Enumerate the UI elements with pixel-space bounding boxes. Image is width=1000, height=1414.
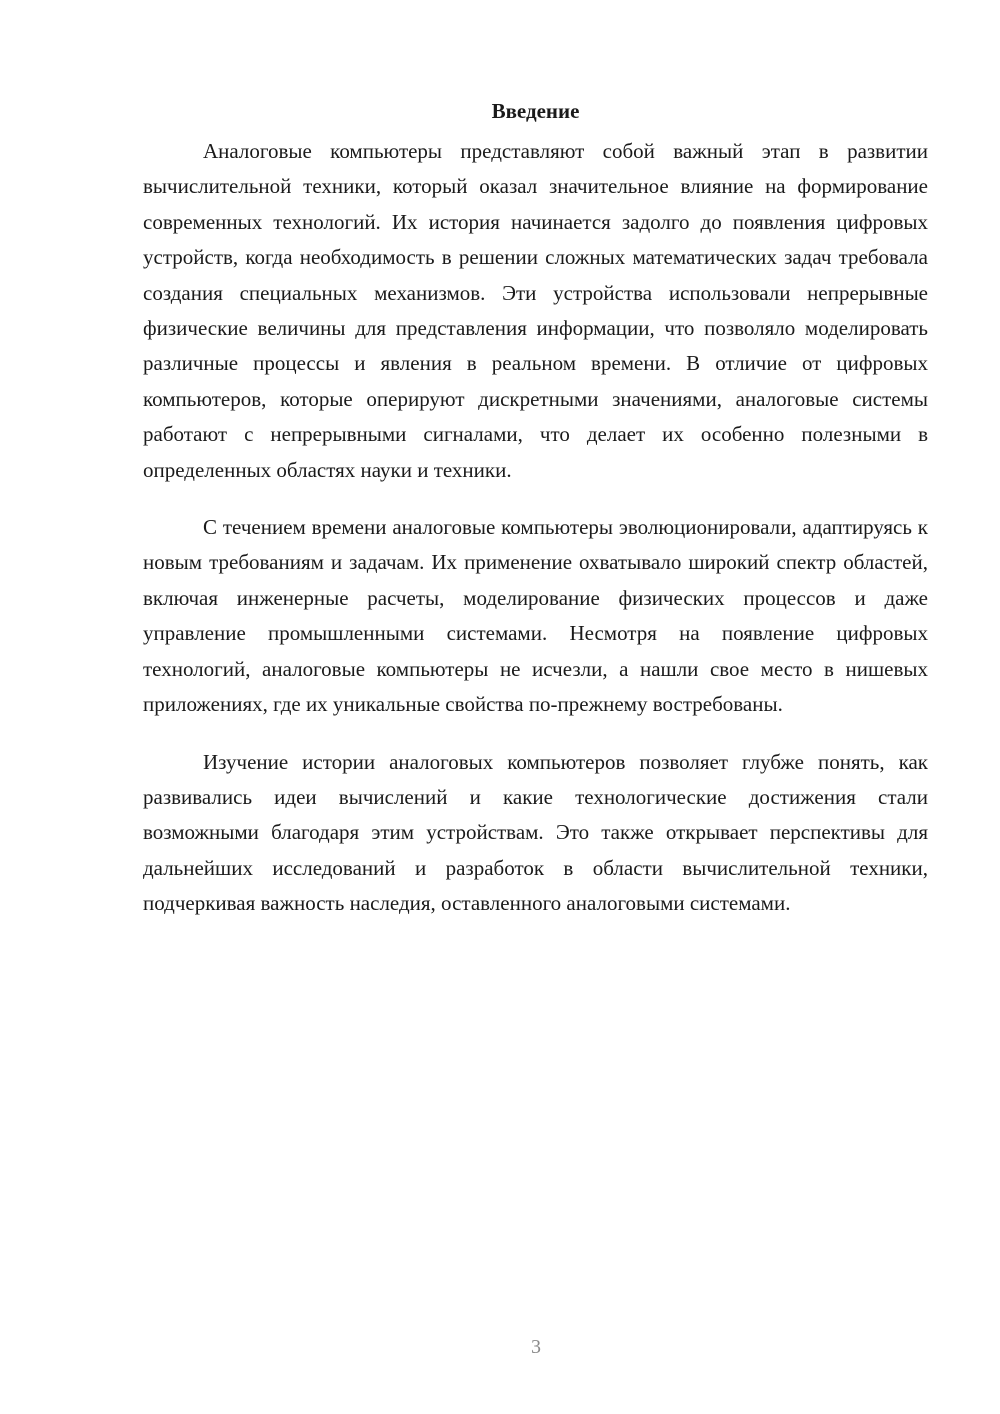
paragraph-3: Изучение истории аналоговых компьютеров позволяет глубже понять, как развивались идеи вычислений и какие технологические достижения стали возможными благодаря этим устройствам. Это также открывает перспективы для дальнейших исследований и разработок в области вычислительной техники, подчеркивая важность наследия, оставленного аналоговыми системами. [143,749,928,916]
document-body [143,94,928,944]
page-number: 3 [531,1336,541,1358]
paragraph-2: С течением времени аналоговые компьютеры эволюционировали, адаптируясь к новым требованиям и задачам. Их применение охватывало широкий спектр областей, включая инженерные расчеты, моделирование физических процессов и даже управление промышленными системами. Несмотря на появление цифровых технологий, аналоговые компьютеры не исчезли, а нашли свое место в нишевых приложениях, где их уникальные свойства по-прежнему востребованы. [143,515,928,717]
section-title: Введение [491,99,580,123]
paragraph-1: Аналоговые компьютеры представляют собой важный этап в развитии вычислительной техники, который оказал значительное влияние на формирование современных технологий. Их история начинается задолго до появления цифровых устройств, когда необходимость в решении сложных математических задач требовала создания специальных механизмов. Эти устройства использовали непрерывные физические величины для представления информации, что позволяло моделировать различные процессы и явления в реальном времени. В отличие от цифровых компьютеров, которые оперируют дискретными значениями, аналоговые системы работают с непрерывными сигналами, что делает их особенно полезными в определенных областях науки и техники. [143,139,928,482]
